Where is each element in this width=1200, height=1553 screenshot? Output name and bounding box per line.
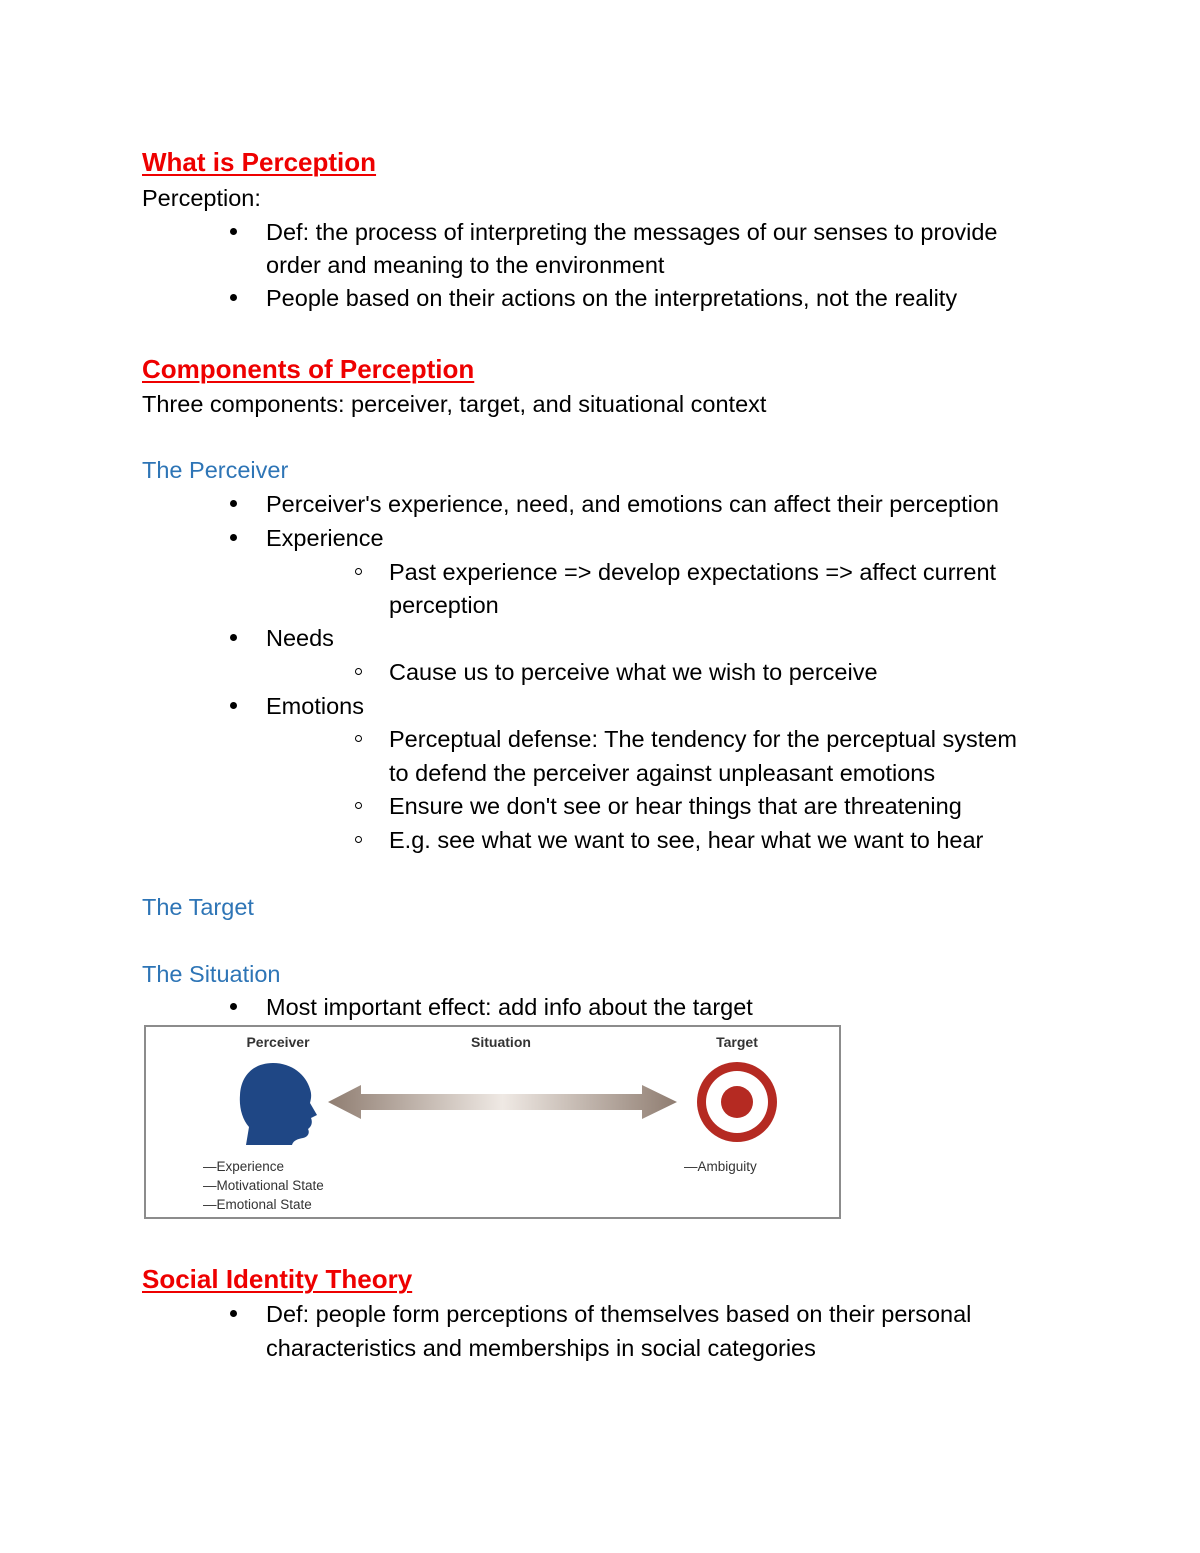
head-silhouette-icon: [240, 1063, 317, 1145]
perceiver-label: Perceiver: [246, 1034, 310, 1050]
sub-bullet-icon: [355, 668, 362, 675]
perceiver-item-experience: —Experience: [203, 1159, 285, 1174]
definition-line-2: order and meaning to the environment: [266, 252, 665, 278]
bullet-icon: [230, 294, 237, 301]
components-intro: Three components: perceiver, target, and situational context: [142, 391, 767, 417]
heading-components-of-perception: Components of Perception: [142, 354, 475, 384]
double-arrow-icon: [328, 1085, 677, 1119]
bullet-icon: [230, 634, 237, 641]
bullet-icon: [230, 702, 237, 709]
sub-bullet-icon: [355, 568, 362, 575]
perceiver-item-motivational-state: —Motivational State: [203, 1178, 324, 1193]
emotions-sub-3: E.g. see what we want to see, hear what we want to hear: [389, 827, 984, 853]
situation-label: Situation: [471, 1034, 531, 1050]
experience-sub-line-1: Past experience => develop expectations => affect current: [389, 559, 997, 585]
definition-line-1: Def: the process of interpreting the messages of our senses to provide: [266, 219, 998, 245]
target-label: Target: [716, 1034, 758, 1050]
perceiver-bullet-emotions: Emotions: [266, 693, 364, 719]
bullet-icon: [230, 534, 237, 541]
social-identity-line-2: characteristics and memberships in social categories: [266, 1335, 816, 1361]
situation-bullet: Most important effect: add info about the target: [266, 994, 753, 1020]
heading-social-identity-theory: Social Identity Theory: [142, 1264, 413, 1294]
bullet-icon: [230, 1003, 237, 1010]
subheading-situation: The Situation: [142, 961, 281, 987]
needs-sub: Cause us to perceive what we wish to perceive: [389, 659, 878, 685]
target-icon: [697, 1062, 777, 1142]
bullet-icon: [230, 228, 237, 235]
social-identity-line-1: Def: people form perceptions of themselves based on their personal: [266, 1301, 972, 1327]
heading-what-is-perception: What is Perception: [142, 147, 377, 177]
subheading-perceiver: The Perceiver: [142, 457, 289, 483]
subheading-target: The Target: [142, 894, 254, 920]
sub-bullet-icon: [355, 836, 362, 843]
perception-diagram: [144, 1025, 841, 1219]
bullet-icon: [230, 1310, 237, 1317]
emotions-sub-1-line-1: Perceptual defense: The tendency for the perceptual system: [389, 726, 1017, 752]
actions-bullet: People based on their actions on the interpretations, not the reality: [266, 285, 958, 311]
sub-bullet-icon: [355, 802, 362, 809]
experience-sub-line-2: perception: [389, 592, 499, 618]
perception-diagram-graphic: [146, 1027, 839, 1217]
perception-label: Perception:: [142, 185, 261, 211]
sub-bullet-icon: [355, 735, 362, 742]
perceiver-bullet-needs: Needs: [266, 625, 334, 651]
perceiver-bullet-1: Perceiver's experience, need, and emotions can affect their perception: [266, 491, 999, 517]
perceiver-bullet-experience: Experience: [266, 525, 384, 551]
emotions-sub-1-line-2: to defend the perceiver against unpleasant emotions: [389, 760, 936, 786]
bullet-icon: [230, 500, 237, 507]
emotions-sub-2: Ensure we don't see or hear things that are threatening: [389, 793, 962, 819]
target-item-ambiguity: —Ambiguity: [684, 1159, 757, 1174]
perceiver-item-emotional-state: —Emotional State: [203, 1197, 312, 1212]
